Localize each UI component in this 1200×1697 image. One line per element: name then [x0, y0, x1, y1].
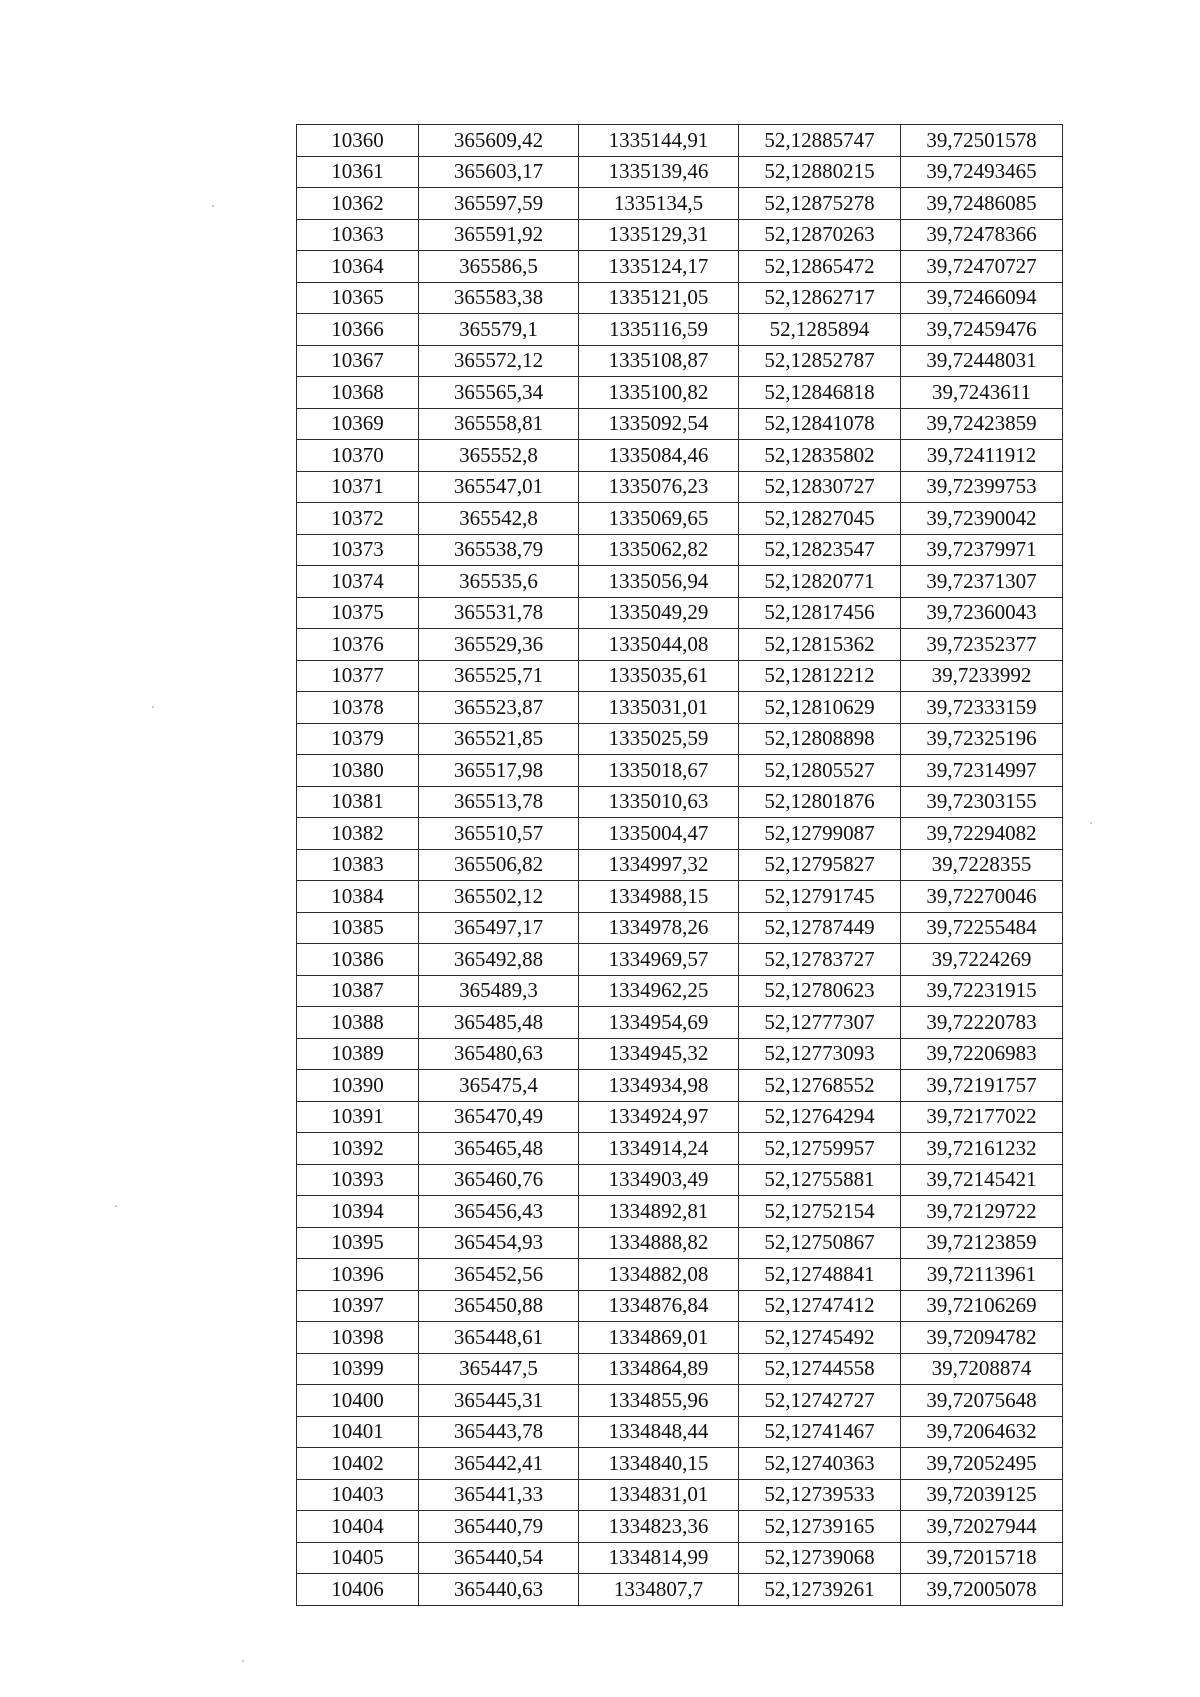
x-coordinate-cell: 365603,17 — [419, 156, 579, 188]
table-row — [297, 566, 1063, 598]
table-row — [297, 1227, 1063, 1259]
latitude-cell: 52,12741467 — [739, 1416, 901, 1448]
point-number-cell: 10373 — [297, 534, 419, 566]
latitude-cell: 52,12783727 — [739, 944, 901, 976]
table-row — [297, 1164, 1063, 1196]
latitude-cell: 52,12745492 — [739, 1322, 901, 1354]
point-number-cell: 10395 — [297, 1227, 419, 1259]
table-row — [297, 1322, 1063, 1354]
table-row — [297, 755, 1063, 787]
latitude-cell: 52,12752154 — [739, 1196, 901, 1228]
y-coordinate-cell: 1335004,47 — [579, 818, 739, 850]
longitude-cell: 39,72270046 — [901, 881, 1063, 913]
x-coordinate-cell: 365579,1 — [419, 314, 579, 346]
x-coordinate-cell: 365440,54 — [419, 1542, 579, 1574]
latitude-cell: 52,12827045 — [739, 503, 901, 535]
y-coordinate-cell: 1335062,82 — [579, 534, 739, 566]
latitude-cell: 52,12744558 — [739, 1353, 901, 1385]
point-number-cell: 10379 — [297, 723, 419, 755]
table-row — [297, 1353, 1063, 1385]
longitude-cell: 39,72206983 — [901, 1038, 1063, 1070]
table-row — [297, 440, 1063, 472]
x-coordinate-cell: 365523,87 — [419, 692, 579, 724]
point-number-cell: 10399 — [297, 1353, 419, 1385]
longitude-cell: 39,72294082 — [901, 818, 1063, 850]
x-coordinate-cell: 365480,63 — [419, 1038, 579, 1070]
longitude-cell: 39,72113961 — [901, 1259, 1063, 1291]
longitude-cell: 39,72255484 — [901, 912, 1063, 944]
longitude-cell: 39,72314997 — [901, 755, 1063, 787]
y-coordinate-cell: 1335056,94 — [579, 566, 739, 598]
y-coordinate-cell: 1335100,82 — [579, 377, 739, 409]
point-number-cell: 10367 — [297, 345, 419, 377]
x-coordinate-cell: 365529,36 — [419, 629, 579, 661]
longitude-cell: 39,72064632 — [901, 1416, 1063, 1448]
point-number-cell: 10393 — [297, 1164, 419, 1196]
y-coordinate-cell: 1334945,32 — [579, 1038, 739, 1070]
y-coordinate-cell: 1335031,01 — [579, 692, 739, 724]
y-coordinate-cell: 1335044,08 — [579, 629, 739, 661]
coordinate-table-body — [297, 125, 1063, 1606]
table-row — [297, 251, 1063, 283]
table-row — [297, 1574, 1063, 1606]
longitude-cell: 39,72333159 — [901, 692, 1063, 724]
latitude-cell: 52,12846818 — [739, 377, 901, 409]
longitude-cell: 39,7228355 — [901, 849, 1063, 881]
point-number-cell: 10391 — [297, 1101, 419, 1133]
table-row — [297, 1038, 1063, 1070]
latitude-cell: 52,12773093 — [739, 1038, 901, 1070]
latitude-cell: 52,12820771 — [739, 566, 901, 598]
table-row — [297, 377, 1063, 409]
y-coordinate-cell: 1335018,67 — [579, 755, 739, 787]
point-number-cell: 10365 — [297, 282, 419, 314]
latitude-cell: 52,12791745 — [739, 881, 901, 913]
x-coordinate-cell: 365572,12 — [419, 345, 579, 377]
point-number-cell: 10370 — [297, 440, 419, 472]
latitude-cell: 52,12862717 — [739, 282, 901, 314]
y-coordinate-cell: 1334882,08 — [579, 1259, 739, 1291]
longitude-cell: 39,72486085 — [901, 188, 1063, 220]
table-row — [297, 188, 1063, 220]
latitude-cell: 52,12768552 — [739, 1070, 901, 1102]
latitude-cell: 52,12852787 — [739, 345, 901, 377]
longitude-cell: 39,72075648 — [901, 1385, 1063, 1417]
latitude-cell: 52,12880215 — [739, 156, 901, 188]
x-coordinate-cell: 365591,92 — [419, 219, 579, 251]
x-coordinate-cell: 365447,5 — [419, 1353, 579, 1385]
point-number-cell: 10375 — [297, 597, 419, 629]
x-coordinate-cell: 365452,56 — [419, 1259, 579, 1291]
x-coordinate-cell: 365535,6 — [419, 566, 579, 598]
y-coordinate-cell: 1334869,01 — [579, 1322, 739, 1354]
table-row — [297, 534, 1063, 566]
point-number-cell: 10389 — [297, 1038, 419, 1070]
point-number-cell: 10377 — [297, 660, 419, 692]
table-row — [297, 219, 1063, 251]
longitude-cell: 39,72352377 — [901, 629, 1063, 661]
table-row — [297, 944, 1063, 976]
x-coordinate-cell: 365565,34 — [419, 377, 579, 409]
longitude-cell: 39,72360043 — [901, 597, 1063, 629]
longitude-cell: 39,72123859 — [901, 1227, 1063, 1259]
latitude-cell: 52,12787449 — [739, 912, 901, 944]
point-number-cell: 10384 — [297, 881, 419, 913]
longitude-cell: 39,72478366 — [901, 219, 1063, 251]
latitude-cell: 52,12810629 — [739, 692, 901, 724]
longitude-cell: 39,72399753 — [901, 471, 1063, 503]
x-coordinate-cell: 365525,71 — [419, 660, 579, 692]
longitude-cell: 39,72094782 — [901, 1322, 1063, 1354]
x-coordinate-cell: 365440,63 — [419, 1574, 579, 1606]
scan-speck — [242, 1660, 244, 1662]
y-coordinate-cell: 1335025,59 — [579, 723, 739, 755]
table-row — [297, 282, 1063, 314]
y-coordinate-cell: 1334914,24 — [579, 1133, 739, 1165]
y-coordinate-cell: 1334823,36 — [579, 1511, 739, 1543]
point-number-cell: 10405 — [297, 1542, 419, 1574]
x-coordinate-cell: 365492,88 — [419, 944, 579, 976]
scan-speck — [1090, 822, 1092, 824]
y-coordinate-cell: 1334988,15 — [579, 881, 739, 913]
latitude-cell: 52,12739165 — [739, 1511, 901, 1543]
latitude-cell: 52,12885747 — [739, 125, 901, 157]
y-coordinate-cell: 1335124,17 — [579, 251, 739, 283]
table-row — [297, 1101, 1063, 1133]
table-row — [297, 314, 1063, 346]
longitude-cell: 39,72411912 — [901, 440, 1063, 472]
latitude-cell: 52,12739261 — [739, 1574, 901, 1606]
latitude-cell: 52,12739533 — [739, 1479, 901, 1511]
point-number-cell: 10369 — [297, 408, 419, 440]
longitude-cell: 39,72145421 — [901, 1164, 1063, 1196]
latitude-cell: 52,12747412 — [739, 1290, 901, 1322]
point-number-cell: 10364 — [297, 251, 419, 283]
longitude-cell: 39,72027944 — [901, 1511, 1063, 1543]
table-row — [297, 1290, 1063, 1322]
table-row — [297, 1448, 1063, 1480]
longitude-cell: 39,72015718 — [901, 1542, 1063, 1574]
table-row — [297, 1133, 1063, 1165]
longitude-cell: 39,72106269 — [901, 1290, 1063, 1322]
longitude-cell: 39,72220783 — [901, 1007, 1063, 1039]
x-coordinate-cell: 365443,78 — [419, 1416, 579, 1448]
latitude-cell: 52,12764294 — [739, 1101, 901, 1133]
x-coordinate-cell: 365470,49 — [419, 1101, 579, 1133]
table-row — [297, 723, 1063, 755]
latitude-cell: 52,12780623 — [739, 975, 901, 1007]
x-coordinate-cell: 365542,8 — [419, 503, 579, 535]
x-coordinate-cell: 365454,93 — [419, 1227, 579, 1259]
point-number-cell: 10386 — [297, 944, 419, 976]
x-coordinate-cell: 365538,79 — [419, 534, 579, 566]
latitude-cell: 52,12875278 — [739, 188, 901, 220]
point-number-cell: 10385 — [297, 912, 419, 944]
table-row — [297, 408, 1063, 440]
longitude-cell: 39,7233992 — [901, 660, 1063, 692]
y-coordinate-cell: 1334978,26 — [579, 912, 739, 944]
y-coordinate-cell: 1334807,7 — [579, 1574, 739, 1606]
table-row — [297, 1511, 1063, 1543]
latitude-cell: 52,12739068 — [739, 1542, 901, 1574]
point-number-cell: 10361 — [297, 156, 419, 188]
latitude-cell: 52,12835802 — [739, 440, 901, 472]
x-coordinate-cell: 365521,85 — [419, 723, 579, 755]
y-coordinate-cell: 1335069,65 — [579, 503, 739, 535]
longitude-cell: 39,7224269 — [901, 944, 1063, 976]
y-coordinate-cell: 1335010,63 — [579, 786, 739, 818]
table-row — [297, 1007, 1063, 1039]
y-coordinate-cell: 1335092,54 — [579, 408, 739, 440]
point-number-cell: 10404 — [297, 1511, 419, 1543]
table-row — [297, 818, 1063, 850]
point-number-cell: 10360 — [297, 125, 419, 157]
table-row — [297, 471, 1063, 503]
table-row — [297, 660, 1063, 692]
point-number-cell: 10396 — [297, 1259, 419, 1291]
point-number-cell: 10387 — [297, 975, 419, 1007]
longitude-cell: 39,7208874 — [901, 1353, 1063, 1385]
table-row — [297, 597, 1063, 629]
table-row — [297, 1479, 1063, 1511]
x-coordinate-cell: 365456,43 — [419, 1196, 579, 1228]
point-number-cell: 10397 — [297, 1290, 419, 1322]
longitude-cell: 39,72459476 — [901, 314, 1063, 346]
x-coordinate-cell: 365442,41 — [419, 1448, 579, 1480]
longitude-cell: 39,72390042 — [901, 503, 1063, 535]
longitude-cell: 39,7243611 — [901, 377, 1063, 409]
point-number-cell: 10401 — [297, 1416, 419, 1448]
latitude-cell: 52,12812212 — [739, 660, 901, 692]
y-coordinate-cell: 1335139,46 — [579, 156, 739, 188]
latitude-cell: 52,12750867 — [739, 1227, 901, 1259]
y-coordinate-cell: 1335121,05 — [579, 282, 739, 314]
x-coordinate-cell: 365586,5 — [419, 251, 579, 283]
x-coordinate-cell: 365465,48 — [419, 1133, 579, 1165]
y-coordinate-cell: 1335134,5 — [579, 188, 739, 220]
longitude-cell: 39,72303155 — [901, 786, 1063, 818]
x-coordinate-cell: 365475,4 — [419, 1070, 579, 1102]
table-row — [297, 1416, 1063, 1448]
longitude-cell: 39,72161232 — [901, 1133, 1063, 1165]
longitude-cell: 39,72039125 — [901, 1479, 1063, 1511]
longitude-cell: 39,72493465 — [901, 156, 1063, 188]
x-coordinate-cell: 365552,8 — [419, 440, 579, 472]
x-coordinate-cell: 365485,48 — [419, 1007, 579, 1039]
table-row — [297, 692, 1063, 724]
y-coordinate-cell: 1334864,89 — [579, 1353, 739, 1385]
table-row — [297, 156, 1063, 188]
x-coordinate-cell: 365497,17 — [419, 912, 579, 944]
scan-speck — [212, 205, 214, 207]
point-number-cell: 10363 — [297, 219, 419, 251]
longitude-cell: 39,72379971 — [901, 534, 1063, 566]
longitude-cell: 39,72052495 — [901, 1448, 1063, 1480]
table-row — [297, 1196, 1063, 1228]
x-coordinate-cell: 365441,33 — [419, 1479, 579, 1511]
x-coordinate-cell: 365547,01 — [419, 471, 579, 503]
y-coordinate-cell: 1334903,49 — [579, 1164, 739, 1196]
x-coordinate-cell: 365513,78 — [419, 786, 579, 818]
table-row — [297, 345, 1063, 377]
x-coordinate-cell: 365583,38 — [419, 282, 579, 314]
latitude-cell: 52,12742727 — [739, 1385, 901, 1417]
latitude-cell: 52,12815362 — [739, 629, 901, 661]
x-coordinate-cell: 365597,59 — [419, 188, 579, 220]
table-row — [297, 975, 1063, 1007]
latitude-cell: 52,12841078 — [739, 408, 901, 440]
longitude-cell: 39,72470727 — [901, 251, 1063, 283]
point-number-cell: 10374 — [297, 566, 419, 598]
coordinate-table — [296, 124, 1063, 1606]
point-number-cell: 10388 — [297, 1007, 419, 1039]
y-coordinate-cell: 1335076,23 — [579, 471, 739, 503]
latitude-cell: 52,12799087 — [739, 818, 901, 850]
scan-speck — [152, 706, 154, 708]
y-coordinate-cell: 1334840,15 — [579, 1448, 739, 1480]
table-row — [297, 1385, 1063, 1417]
y-coordinate-cell: 1334876,84 — [579, 1290, 739, 1322]
point-number-cell: 10403 — [297, 1479, 419, 1511]
latitude-cell: 52,12830727 — [739, 471, 901, 503]
x-coordinate-cell: 365609,42 — [419, 125, 579, 157]
longitude-cell: 39,72501578 — [901, 125, 1063, 157]
x-coordinate-cell: 365489,3 — [419, 975, 579, 1007]
latitude-cell: 52,12795827 — [739, 849, 901, 881]
longitude-cell: 39,72448031 — [901, 345, 1063, 377]
point-number-cell: 10406 — [297, 1574, 419, 1606]
latitude-cell: 52,12808898 — [739, 723, 901, 755]
longitude-cell: 39,72371307 — [901, 566, 1063, 598]
point-number-cell: 10402 — [297, 1448, 419, 1480]
scan-speck — [115, 1205, 117, 1207]
point-number-cell: 10398 — [297, 1322, 419, 1354]
y-coordinate-cell: 1334954,69 — [579, 1007, 739, 1039]
point-number-cell: 10366 — [297, 314, 419, 346]
longitude-cell: 39,72177022 — [901, 1101, 1063, 1133]
table-row — [297, 1542, 1063, 1574]
x-coordinate-cell: 365558,81 — [419, 408, 579, 440]
table-row — [297, 629, 1063, 661]
longitude-cell: 39,72325196 — [901, 723, 1063, 755]
y-coordinate-cell: 1335035,61 — [579, 660, 739, 692]
point-number-cell: 10378 — [297, 692, 419, 724]
x-coordinate-cell: 365502,12 — [419, 881, 579, 913]
y-coordinate-cell: 1334997,32 — [579, 849, 739, 881]
table-row — [297, 786, 1063, 818]
y-coordinate-cell: 1335144,91 — [579, 125, 739, 157]
x-coordinate-cell: 365510,57 — [419, 818, 579, 850]
longitude-cell: 39,72423859 — [901, 408, 1063, 440]
latitude-cell: 52,12823547 — [739, 534, 901, 566]
longitude-cell: 39,72231915 — [901, 975, 1063, 1007]
table-row — [297, 1070, 1063, 1102]
point-number-cell: 10382 — [297, 818, 419, 850]
y-coordinate-cell: 1335049,29 — [579, 597, 739, 629]
y-coordinate-cell: 1334934,98 — [579, 1070, 739, 1102]
point-number-cell: 10381 — [297, 786, 419, 818]
y-coordinate-cell: 1334969,57 — [579, 944, 739, 976]
latitude-cell: 52,12805527 — [739, 755, 901, 787]
longitude-cell: 39,72191757 — [901, 1070, 1063, 1102]
latitude-cell: 52,12777307 — [739, 1007, 901, 1039]
x-coordinate-cell: 365531,78 — [419, 597, 579, 629]
x-coordinate-cell: 365450,88 — [419, 1290, 579, 1322]
point-number-cell: 10368 — [297, 377, 419, 409]
x-coordinate-cell: 365517,98 — [419, 755, 579, 787]
x-coordinate-cell: 365440,79 — [419, 1511, 579, 1543]
point-number-cell: 10400 — [297, 1385, 419, 1417]
latitude-cell: 52,12870263 — [739, 219, 901, 251]
y-coordinate-cell: 1334962,25 — [579, 975, 739, 1007]
y-coordinate-cell: 1334855,96 — [579, 1385, 739, 1417]
longitude-cell: 39,72466094 — [901, 282, 1063, 314]
x-coordinate-cell: 365445,31 — [419, 1385, 579, 1417]
point-number-cell: 10362 — [297, 188, 419, 220]
y-coordinate-cell: 1335108,87 — [579, 345, 739, 377]
latitude-cell: 52,12759957 — [739, 1133, 901, 1165]
longitude-cell: 39,72129722 — [901, 1196, 1063, 1228]
latitude-cell: 52,12801876 — [739, 786, 901, 818]
y-coordinate-cell: 1334892,81 — [579, 1196, 739, 1228]
y-coordinate-cell: 1334831,01 — [579, 1479, 739, 1511]
table-row — [297, 849, 1063, 881]
table-row — [297, 125, 1063, 157]
x-coordinate-cell: 365506,82 — [419, 849, 579, 881]
latitude-cell: 52,1285894 — [739, 314, 901, 346]
x-coordinate-cell: 365460,76 — [419, 1164, 579, 1196]
table-row — [297, 912, 1063, 944]
latitude-cell: 52,12740363 — [739, 1448, 901, 1480]
table-row — [297, 503, 1063, 535]
table-row — [297, 1259, 1063, 1291]
point-number-cell: 10372 — [297, 503, 419, 535]
point-number-cell: 10392 — [297, 1133, 419, 1165]
y-coordinate-cell: 1334848,44 — [579, 1416, 739, 1448]
y-coordinate-cell: 1335084,46 — [579, 440, 739, 472]
longitude-cell: 39,72005078 — [901, 1574, 1063, 1606]
y-coordinate-cell: 1335116,59 — [579, 314, 739, 346]
latitude-cell: 52,12748841 — [739, 1259, 901, 1291]
y-coordinate-cell: 1334888,82 — [579, 1227, 739, 1259]
point-number-cell: 10371 — [297, 471, 419, 503]
point-number-cell: 10390 — [297, 1070, 419, 1102]
latitude-cell: 52,12865472 — [739, 251, 901, 283]
y-coordinate-cell: 1334924,97 — [579, 1101, 739, 1133]
y-coordinate-cell: 1334814,99 — [579, 1542, 739, 1574]
y-coordinate-cell: 1335129,31 — [579, 219, 739, 251]
point-number-cell: 10380 — [297, 755, 419, 787]
point-number-cell: 10383 — [297, 849, 419, 881]
latitude-cell: 52,12817456 — [739, 597, 901, 629]
table-row — [297, 881, 1063, 913]
point-number-cell: 10394 — [297, 1196, 419, 1228]
latitude-cell: 52,12755881 — [739, 1164, 901, 1196]
x-coordinate-cell: 365448,61 — [419, 1322, 579, 1354]
point-number-cell: 10376 — [297, 629, 419, 661]
